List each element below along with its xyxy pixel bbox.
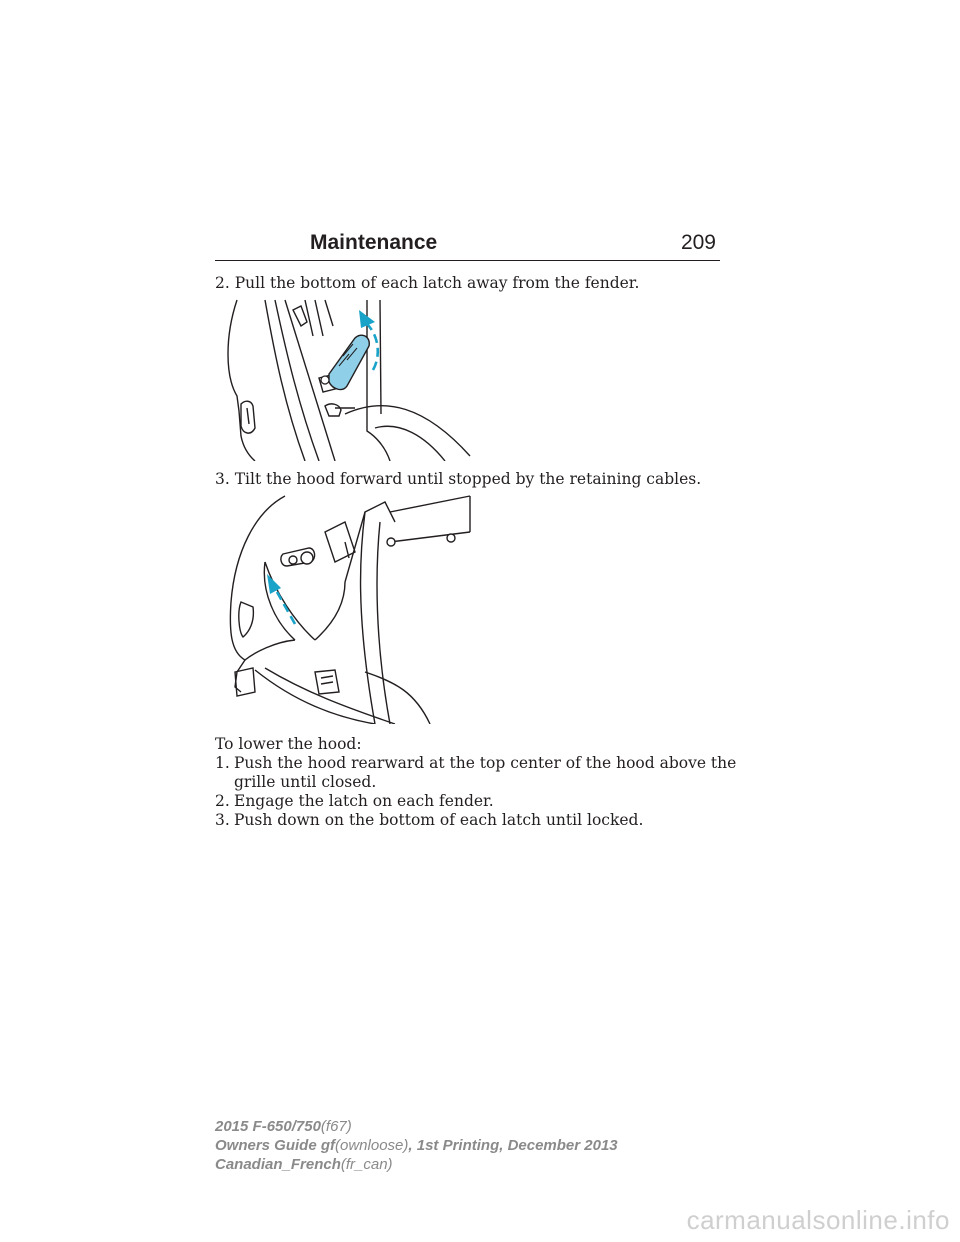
tilt-direction-arrow xyxy=(267,574,295,624)
step-number: 1. xyxy=(215,754,230,772)
latch-highlight xyxy=(321,335,369,389)
section-title: Maintenance xyxy=(310,231,438,254)
footer-guide-type: (ownloose) xyxy=(335,1137,409,1154)
lower-step-1 xyxy=(215,754,737,791)
latch-pull-illustration xyxy=(215,296,475,461)
footer-language-code: (fr_can) xyxy=(340,1156,393,1173)
hood-latch xyxy=(281,534,455,566)
step-number: 3. xyxy=(215,811,230,829)
page-number: 209 xyxy=(680,231,716,254)
header-rule xyxy=(215,260,720,261)
watermark: carmanualsonline.info xyxy=(686,1205,950,1235)
footer-language: Canadian_French xyxy=(215,1156,341,1173)
step-number: 2. xyxy=(215,792,230,810)
step-text: Push the hood rearward at the top center of the hood above the xyxy=(234,754,737,772)
footer-guide: Owners Guide gf xyxy=(215,1137,336,1154)
step-3-tilt-hood: 3. Tilt the hood forward until stopped by the retaining cables. xyxy=(215,470,702,488)
lower-hood-intro: To lower the hood: xyxy=(215,735,362,753)
step-text: Engage the latch on each fender. xyxy=(234,792,494,810)
lower-step-3 xyxy=(215,811,643,830)
fender-outline xyxy=(228,300,255,461)
hood-tilt-illustration xyxy=(215,492,475,724)
lower-step-2 xyxy=(215,792,494,811)
page-header xyxy=(215,231,720,265)
footer-model-code: (f67) xyxy=(320,1118,352,1135)
document-footer xyxy=(215,1117,618,1174)
step-text: Push down on the bottom of each latch until locked. xyxy=(234,811,644,829)
step-text-continued: grille until closed. xyxy=(234,773,377,791)
step-2-pull-latch: 2. Pull the bottom of each latch away from the fender. xyxy=(215,274,640,292)
footer-model: 2015 F-650/750 xyxy=(215,1118,321,1135)
footer-printing: , 1st Printing, December 2013 xyxy=(408,1137,618,1154)
